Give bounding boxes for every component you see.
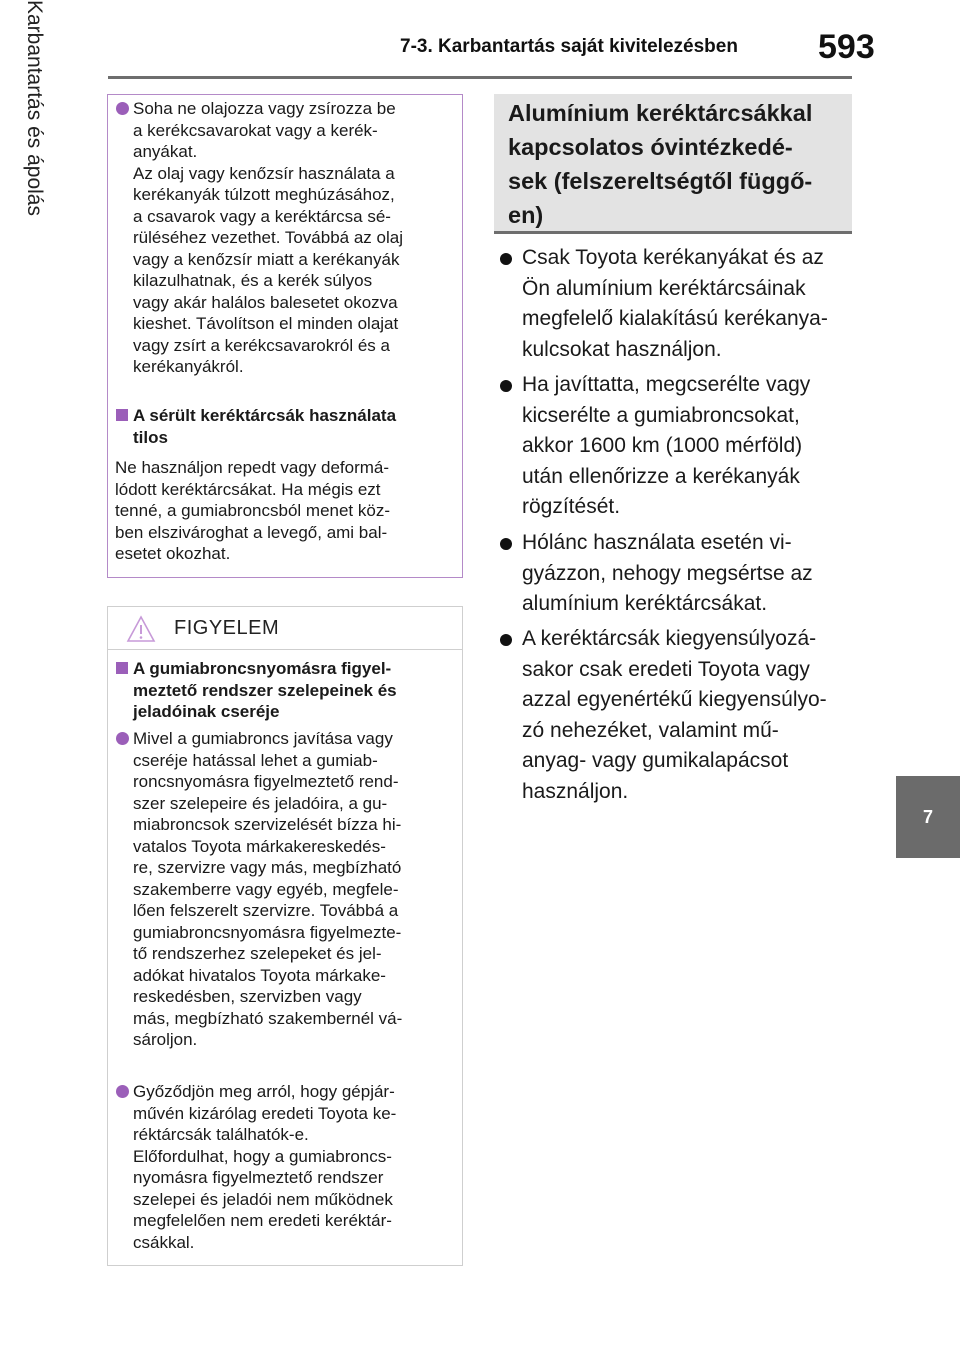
section-title: 7-3. Karbantartás saját kivitelezésben bbox=[400, 36, 738, 57]
bullet-dot-icon bbox=[500, 538, 512, 550]
box2-heading: A gumiabroncsnyomásra figyel- meztető rendszer szelepeinek és jeladóinak cseréje bbox=[133, 659, 397, 721]
caution-title: FIGYELEM bbox=[174, 617, 280, 639]
page-number: 593 bbox=[818, 28, 875, 66]
section-heading: Alumínium keréktárcsákkal kapcsolatos óvintézkedé- sek (felszereltségtől függő- en) bbox=[508, 100, 813, 228]
box2-item1: Mivel a gumiabroncs javítása vagy cseréje hatással lehet a gumiab- roncsnyomásra figyelmeztető rend- szer szelepeire és jeladóira, a gu- miabroncsok szervizelését bízza hi- vatalos Toyota márkakereskedés- re, szervizre vagy más, megbízható szakemberre vagy egyéb, megfele- lően felszerelt szervizre. Továbbá a gumiabroncsnyomásra figyelmezte- tő rendszerhez szelepeket és jel- adókat hivatalos Toyota márkake- reskedésben, szervizben vagy más, megbízható szakembernél vá- sároljon. bbox=[133, 729, 403, 1049]
box1-paragraph: Ne használjon repedt vagy deformá- lódott keréktárcsákat. Ha mégis ezt tenné, a gumiabroncsból menet köz- ben elszivároghat a levegő, ami bal- esetet okozhat. bbox=[115, 458, 390, 563]
right-bullet-4: A keréktárcsák kiegyensúlyozá- sakor csak eredeti Toyota vagy azzal egyenértékű kiegyensúlyo- zó nehezéket, valamint mű- anyag- vagy gumikalapácsot használjon. bbox=[522, 627, 827, 803]
warning-box-continued bbox=[107, 94, 463, 578]
right-bullet-2: Ha javíttatta, megcserélte vagy kicserélte a gumiabroncsokat, akkor 1600 km (1000 mérföld) után ellenőrizze a kerékanyák rögzítését. bbox=[522, 373, 811, 518]
box2-item2: Győződjön meg arról, hogy gépjár- művén kizárólag eredeti Toyota ke- réktárcsák találhatók-e. Előfordulhat, hogy a gumiabroncs- nyomásra figyelmeztető rendszer szelepei és jeladói nem működnek megfelelően nem eredeti keréktár- csákkal. bbox=[133, 1082, 397, 1252]
caution-box bbox=[107, 606, 463, 1266]
bullet-dot-icon bbox=[116, 1085, 129, 1098]
header-rule bbox=[108, 76, 852, 79]
bullet-dot-icon bbox=[500, 253, 512, 265]
bullet-dot-icon bbox=[116, 732, 129, 745]
bullet-square-icon bbox=[116, 409, 128, 421]
right-bullet-3: Hólánc használata esetén vi- gyázzon, nehogy megsértse az alumínium keréktárcsákat. bbox=[522, 531, 813, 615]
box1-heading: A sérült keréktárcsák használata tilos bbox=[133, 406, 397, 447]
bullet-dot-icon bbox=[116, 102, 129, 115]
caution-header bbox=[108, 607, 462, 650]
chapter-title: Karbantartás és ápolás bbox=[23, 0, 46, 216]
warning-triangle-icon bbox=[126, 615, 156, 643]
box1-item1: Soha ne olajozza vagy zsírozza be a kerékcsavarokat vagy a kerék- anyákat. Az olaj vagy kenőzsír használata a kerékanyák túlzott meghúzásához, a csavarok vagy a keréktárcsa sé- rüléséhez vezethet. Továbbá az olaj vagy a kenőzsír miatt a kerékanyák kilazulhatnak, és a kerék súlyos vagy akár halálos balesetet okozva kieshet. Távolítson el minden olajat vagy zsírt a kerékcsavarokról és a kerékanyákról. bbox=[133, 99, 403, 376]
right-bullet-1: Csak Toyota kerékanyákat és az Ön alumínium keréktárcsáinak megfelelő kialakítású kerékanya- kulcsokat használjon. bbox=[522, 246, 828, 361]
bullet-dot-icon bbox=[500, 634, 512, 646]
section-heading-box bbox=[494, 94, 852, 234]
bullet-dot-icon bbox=[500, 380, 512, 392]
chapter-tab: 7 bbox=[896, 776, 960, 858]
bullet-square-icon bbox=[116, 662, 128, 674]
